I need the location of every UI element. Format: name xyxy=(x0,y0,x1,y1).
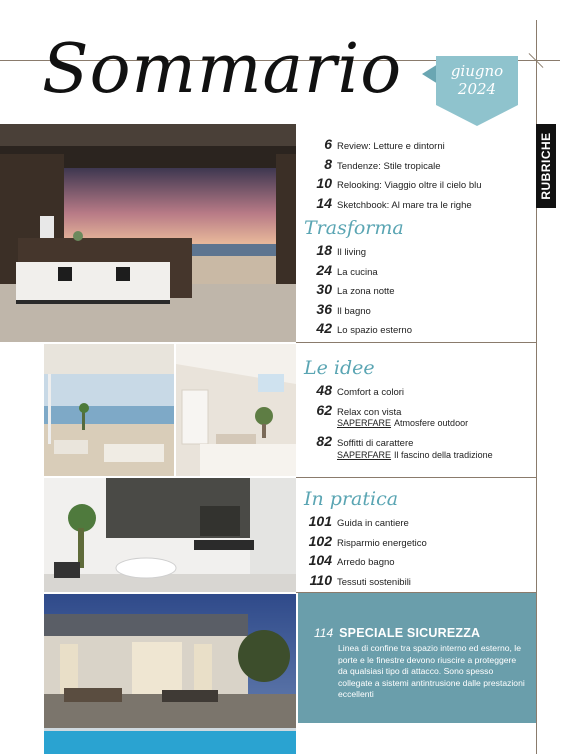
toc-title: Tendenze: Stile tropicale xyxy=(337,160,441,172)
page-title: Sommario xyxy=(42,30,403,109)
toc-page-number: 30 xyxy=(316,281,332,297)
date-year: 2024 xyxy=(457,80,497,98)
section-heading: Trasforma xyxy=(304,217,404,239)
toc-page-number: 14 xyxy=(316,194,332,211)
toc-title: Review: Letture e dintorni xyxy=(337,141,445,152)
toc-page-number: 62 xyxy=(316,401,332,418)
toc-title: La cucina xyxy=(337,266,378,278)
toc-page-number: 42 xyxy=(316,320,332,336)
rubriche-label: RUBRICHE xyxy=(539,132,553,200)
toc-page-number: 48 xyxy=(316,382,332,398)
toc-page-number: 110 xyxy=(309,571,332,588)
toc-title: Tessuti sostenibili xyxy=(337,576,411,588)
rubriche-tab xyxy=(536,124,556,208)
toc-title: Comfort a colori xyxy=(337,387,405,398)
section-trasforma xyxy=(298,216,536,340)
toc-page-number: 6 xyxy=(324,136,332,152)
toc-item[interactable] xyxy=(298,262,536,282)
toc-item[interactable] xyxy=(298,533,536,553)
toc-title: Soffitti di carattere xyxy=(337,438,414,449)
section-heading: Le idee xyxy=(304,357,375,379)
photo-kitchen-sea xyxy=(0,124,296,342)
toc-item[interactable] xyxy=(298,195,536,215)
speciale-sicurezza-box[interactable] xyxy=(298,593,536,723)
toc-page-number: 101 xyxy=(308,513,332,529)
toc-title: Guida in cantiere xyxy=(337,518,409,529)
section-rubriche xyxy=(298,136,536,214)
toc-title: Il living xyxy=(337,247,367,258)
section-divider xyxy=(296,342,536,343)
toc-subitem xyxy=(337,450,536,461)
toc-item[interactable] xyxy=(298,175,536,195)
toc-title: Arredo bagno xyxy=(337,557,395,568)
speciale-page-number: 114 xyxy=(314,626,334,640)
toc-item[interactable] xyxy=(298,320,536,340)
toc-title: Il bagno xyxy=(337,305,371,317)
toc-page-number: 102 xyxy=(308,532,332,549)
toc-item[interactable] xyxy=(298,242,536,262)
toc-page-number: 10 xyxy=(316,175,332,191)
section-in-pratica xyxy=(298,487,536,591)
date-month: giugno xyxy=(450,62,504,80)
saperfare-text: Il fascino della tradizione xyxy=(394,449,493,460)
toc-item[interactable] xyxy=(298,156,536,176)
toc-item[interactable] xyxy=(298,572,536,592)
toc-item[interactable] xyxy=(298,552,536,572)
section-divider xyxy=(296,477,536,478)
toc-title: La zona notte xyxy=(337,286,395,297)
toc-item[interactable] xyxy=(298,513,536,533)
date-ribbon xyxy=(436,56,518,126)
toc-title: Sketchbook: Al mare tra le righe xyxy=(337,199,472,211)
toc-title: Relooking: Viaggio oltre il cielo blu xyxy=(337,180,482,191)
toc-item[interactable] xyxy=(298,301,536,321)
section-heading: In pratica xyxy=(304,488,399,510)
saperfare-text: Atmosfere outdoor xyxy=(394,418,469,428)
photo-exterior-night xyxy=(44,594,296,754)
toc-page-number: 104 xyxy=(308,552,332,568)
toc-page-number: 24 xyxy=(316,261,332,278)
speciale-description: Linea di confine tra spazio interno ed esterno, le porte e le finestre devono riuscire a proteggere da qualsiasi tipo di attacco. Sono spesso collegate a sistemi antintrusione dalle prestazioni eccellenti xyxy=(338,643,525,699)
toc-title: Lo spazio esterno xyxy=(337,325,412,336)
toc-item[interactable] xyxy=(298,136,536,156)
toc-subitem xyxy=(337,418,536,429)
toc-page-number: 36 xyxy=(316,300,332,317)
speciale-title: SPECIALE SICUREZZA xyxy=(339,626,481,640)
section-le-idee xyxy=(298,356,536,461)
photo-bathroom xyxy=(44,478,296,592)
toc-item[interactable] xyxy=(298,382,536,402)
photo-terrace xyxy=(44,344,174,476)
toc-title: Risparmio energetico xyxy=(337,537,427,549)
toc-item[interactable] xyxy=(298,281,536,301)
photo-bedroom xyxy=(176,344,296,476)
saperfare-label: SAPERFARE xyxy=(337,418,392,428)
saperfare-label: SAPERFARE xyxy=(337,449,392,460)
toc-page-number: 8 xyxy=(324,155,332,172)
toc-title: Relax con vista xyxy=(337,406,402,418)
toc-page-number: 82 xyxy=(316,433,332,449)
toc-page-number: 18 xyxy=(316,242,332,258)
